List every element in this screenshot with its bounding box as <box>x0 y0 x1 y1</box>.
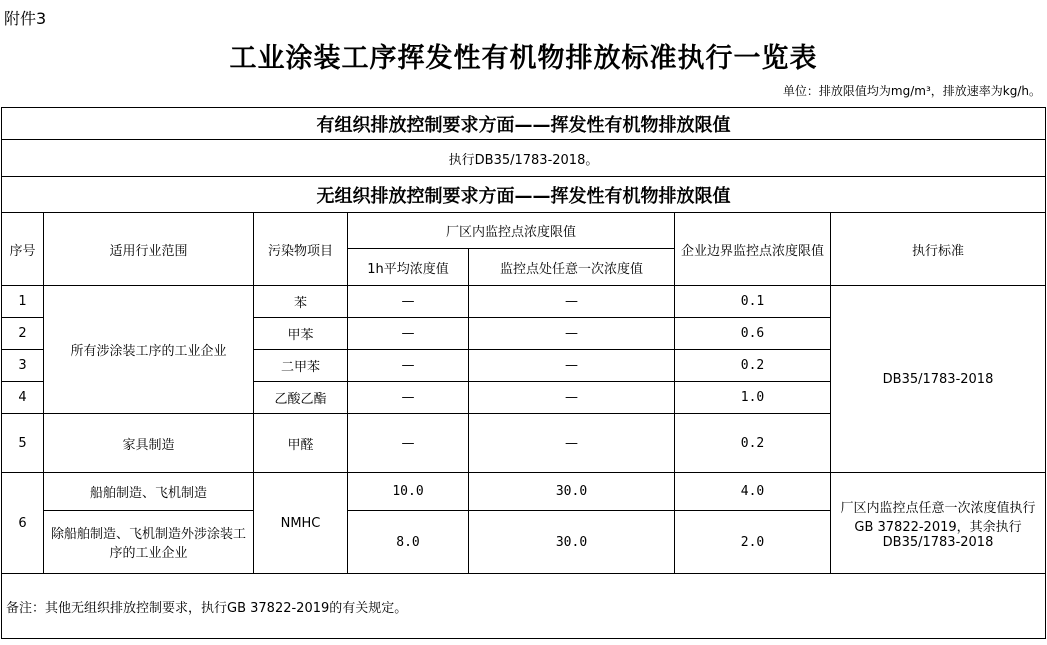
unit-note: 单位：排放限值均为mg/m³，排放速率为kg/h。 <box>782 84 1041 98</box>
seq-cell: 6 <box>2 473 44 574</box>
header-plant-group: 厂区内监控点浓度限值 <box>348 213 675 249</box>
avg-1h-cell: — <box>348 318 469 350</box>
single-cell: — <box>469 286 675 318</box>
standards-table <box>1 107 1046 639</box>
group-standard-cell: DB35/1783-2018 <box>831 286 1046 473</box>
boundary-cell: 0.6 <box>675 318 831 350</box>
boundary-cell: 0.2 <box>675 414 831 473</box>
header-standard: 执行标准 <box>831 213 1046 286</box>
pollutant-cell: 甲苯 <box>254 318 348 350</box>
page-title: 工业涂装工序挥发性有机物排放标准执行一览表 <box>229 43 818 74</box>
boundary-cell: 0.1 <box>675 286 831 318</box>
single-cell: — <box>469 382 675 414</box>
single-cell: — <box>469 414 675 473</box>
header-single: 监控点处任意一次浓度值 <box>469 249 675 286</box>
single-cell: — <box>469 318 675 350</box>
table-row <box>2 286 1046 318</box>
avg-1h-cell: — <box>348 350 469 382</box>
industry-cell: 家具制造 <box>44 414 254 473</box>
remark: 备注：其他无组织排放控制要求，执行GB 37822-2019的有关规定。 <box>2 574 1046 639</box>
seq-cell: 4 <box>2 382 44 414</box>
row6-standard-cell: 厂区内监控点任意一次浓度值执行GB 37822-2019，其余执行DB35/1783-2018 <box>831 473 1046 574</box>
organized-text: 执行DB35/1783-2018。 <box>2 140 1046 177</box>
industry-cell: 除船舶制造、飞机制造外涉涂装工序的工业企业 <box>44 511 254 574</box>
seq-cell: 5 <box>2 414 44 473</box>
header-industry: 适用行业范围 <box>44 213 254 286</box>
pollutant-cell: 乙酸乙酯 <box>254 382 348 414</box>
annex-label: 附件3 <box>4 9 47 28</box>
header-pollutant: 污染物项目 <box>254 213 348 286</box>
single-cell: 30.0 <box>469 473 675 511</box>
pollutant-cell: 二甲苯 <box>254 350 348 382</box>
pollutant-cell: NMHC <box>254 473 348 574</box>
industry-cell: 船舶制造、飞机制造 <box>44 473 254 511</box>
header-boundary: 企业边界监控点浓度限值 <box>675 213 831 286</box>
boundary-cell: 0.2 <box>675 350 831 382</box>
single-cell: 30.0 <box>469 511 675 574</box>
seq-cell: 3 <box>2 350 44 382</box>
avg-1h-cell: — <box>348 414 469 473</box>
pollutant-cell: 甲醛 <box>254 414 348 473</box>
avg-1h-cell: — <box>348 382 469 414</box>
avg-1h-cell: 8.0 <box>348 511 469 574</box>
avg-1h-cell: 10.0 <box>348 473 469 511</box>
organized-heading: 有组织排放控制要求方面——挥发性有机物排放限值 <box>2 108 1046 140</box>
unorganized-heading: 无组织排放控制要求方面——挥发性有机物排放限值 <box>2 177 1046 213</box>
single-cell: — <box>469 350 675 382</box>
avg-1h-cell: — <box>348 286 469 318</box>
pollutant-cell: 苯 <box>254 286 348 318</box>
seq-cell: 2 <box>2 318 44 350</box>
group-industry-cell: 所有涉涂装工序的工业企业 <box>44 286 254 414</box>
boundary-cell: 2.0 <box>675 511 831 574</box>
header-seq: 序号 <box>2 213 44 286</box>
header-avg-1h: 1h平均浓度值 <box>348 249 469 286</box>
table-row <box>2 473 1046 511</box>
seq-cell: 1 <box>2 286 44 318</box>
boundary-cell: 1.0 <box>675 382 831 414</box>
boundary-cell: 4.0 <box>675 473 831 511</box>
